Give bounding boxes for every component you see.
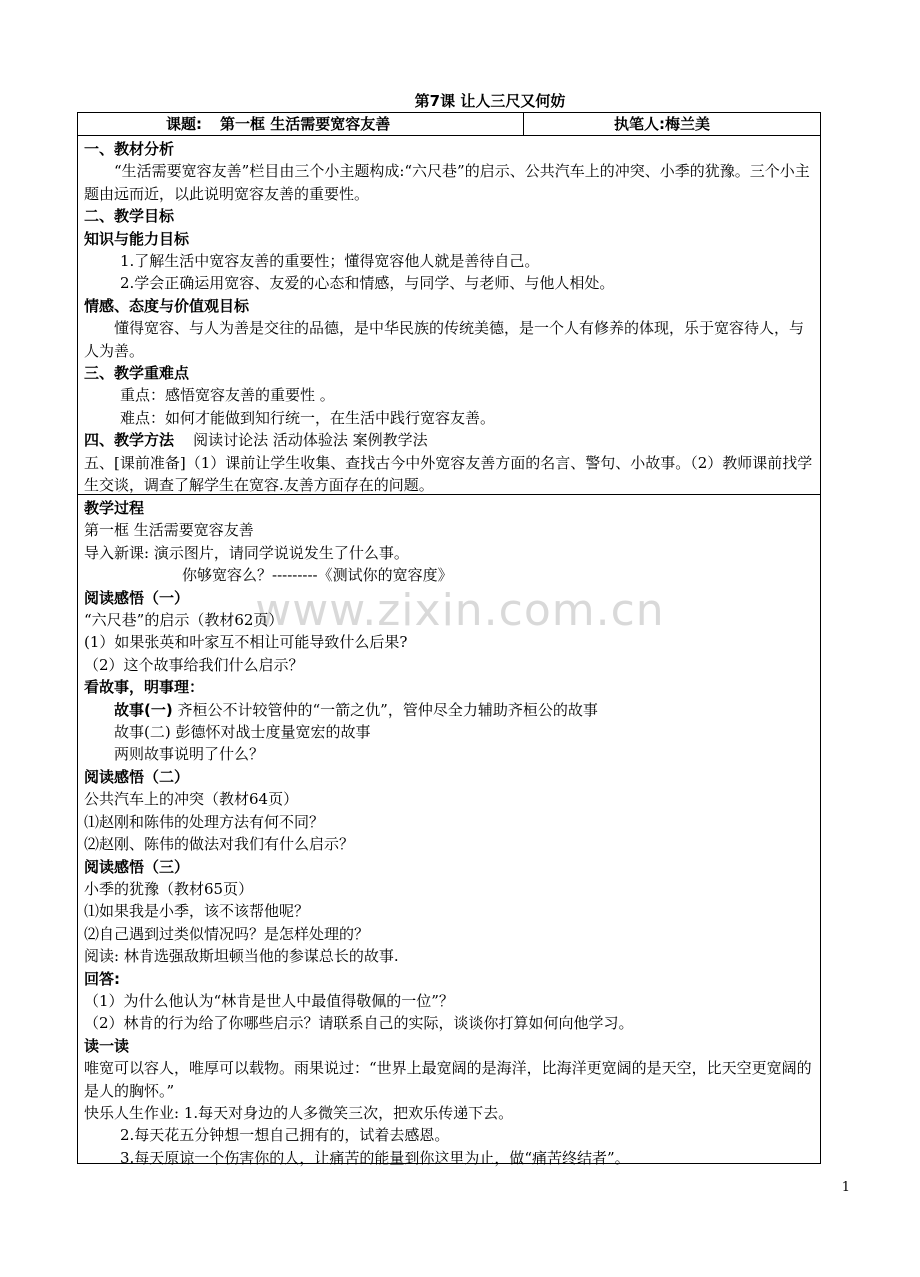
heading-reading-1: 阅读感悟（一）	[84, 588, 190, 607]
process-line: 小季的犹豫（教材65页）	[84, 879, 254, 898]
process-line: （2）这个故事给我们什么启示？	[84, 655, 304, 674]
process-line: （2）林肯的行为给了你哪些启示？请联系自己的实际，谈谈你打算如何向他学习。	[84, 1014, 634, 1033]
story-1-text: 齐桓公不计较管仲的“一箭之仇”，管仲尽全力辅助齐桓公的故事	[172, 700, 598, 719]
difficult-point: 难点：如何才能做到知行统一，在生活中践行宽容友善。	[120, 408, 496, 427]
teaching-process-section	[78, 495, 820, 1167]
teaching-methods-list: 阅读讨论法 活动体验法 案例教学法	[193, 431, 428, 450]
process-line: 快乐人生作业: 1.每天对身边的人多微笑三次，把欢乐传递下去。	[84, 1103, 514, 1122]
process-line: ⑵赵刚、陈伟的做法对我们有什么启示？	[84, 835, 355, 854]
lesson-plan-table	[77, 112, 821, 1167]
process-line: 你够宽容么？---------《测试你的宽容度》	[182, 566, 453, 585]
heading-answer: 回答:	[84, 969, 120, 988]
heading-reading-3: 阅读感悟（三）	[84, 857, 190, 876]
goal-item: 1.了解生活中宽容友善的重要性；懂得宽容他人就是善待自己。	[120, 252, 540, 271]
topic-value: 第一框 生活需要宽容友善	[220, 115, 391, 133]
process-line: ⑴赵刚和陈伟的处理方法有何不同？	[84, 812, 325, 831]
heading-teaching-methods: 四、教学方法	[84, 431, 175, 450]
watermark: www.zixin.com.cn	[255, 585, 665, 636]
heading-material-analysis: 一、教材分析	[84, 140, 175, 158]
story-line	[84, 699, 814, 721]
teaching-methods-line	[84, 429, 814, 451]
process-line: “六尺巷”的启示（教材62页）	[84, 611, 284, 630]
story-line: 故事(二) 彭德怀对战士度量宽宏的故事	[114, 723, 371, 742]
process-line: 公共汽车上的冲突（教材64页）	[84, 790, 299, 809]
material-analysis-text: “生活需要宽容友善”栏目由三个小主题构成:“六尺巷”的启示、公共汽车上的冲突、小季的犹豫。三个小主题由远而近，以此说明宽容友善的重要性。	[84, 162, 810, 203]
topic-cell	[78, 113, 524, 135]
heading-stories: 看故事，明事理：	[84, 678, 205, 697]
heading-teaching-goals: 二、教学目标	[84, 207, 175, 226]
story-1-label: 故事(一)	[114, 700, 173, 719]
process-line: （1）为什么他认为“林肯是世人中最值得敬佩的一位”？	[84, 991, 454, 1010]
process-line: 2.每天花五分钟想一想自己拥有的，试着去感恩。	[120, 1126, 450, 1145]
process-line: (1）如果张英和叶家互不相让可能导致什么后果?	[84, 633, 408, 652]
heading-reading-2: 阅读感悟（二）	[84, 767, 190, 786]
key-point: 重点：感悟宽容友善的重要性 。	[120, 386, 335, 405]
process-line: 第一框 生活需要宽容友善	[84, 521, 254, 540]
heading-emotion-goals: 情感、态度与价值观目标	[84, 296, 250, 315]
emotion-goals-text: 懂得宽容、与人为善是交往的品德，是中华民族的传统美德，是一个人有修养的体现，乐于宽容待人，与人为善。	[84, 319, 805, 360]
process-line: 3.每天原谅一个伤害你的人，让痛苦的能量到你这里为止，做“痛苦终结者”。	[120, 1148, 630, 1167]
topic-label: 课题:	[166, 115, 202, 133]
heading-teaching-process: 教学过程	[84, 499, 145, 517]
heading-key-points: 三、教学重难点	[84, 364, 190, 383]
plan-overview-section	[78, 136, 820, 495]
preparation-text: 五、[课前准备]（1）课前让学生收集、查找古今中外宽容友善方面的名言、警句、小故事。（2）教师课前找学生交谈，调查了解学生在宽容.友善方面存在的问题。	[84, 453, 813, 495]
heading-read: 读一读	[84, 1036, 130, 1055]
page-number: 1	[841, 1180, 850, 1195]
process-line: ⑴如果我是小季，该不该帮他呢？	[84, 902, 310, 921]
author-cell: 执笔人:梅兰美	[614, 115, 710, 133]
process-line: 唯宽可以容人，唯厚可以载物。雨果说过：“世界上最宽阔的是海洋，比海洋更宽阔的是天空，比天空更宽阔的是人的胸怀。”	[84, 1059, 812, 1100]
process-line: 导入新课: 演示图片，请同学说说发生了什么事。	[84, 543, 409, 562]
lesson-title: 第7课 让人三尺又何妨	[414, 92, 566, 110]
goal-item: 2.学会正确运用宽容、友爱的心态和情感，与同学、与老师、与他人相处。	[120, 274, 615, 293]
process-line: ⑵自己遇到过类似情况吗？是怎样处理的？	[84, 924, 370, 943]
story-line: 两则故事说明了什么？	[114, 745, 265, 764]
table-header-row	[78, 113, 820, 136]
process-line: 阅读: 林肯选强敌斯坦顿当他的参谋总长的故事.	[84, 947, 399, 966]
heading-knowledge-goals: 知识与能力目标	[84, 229, 190, 248]
